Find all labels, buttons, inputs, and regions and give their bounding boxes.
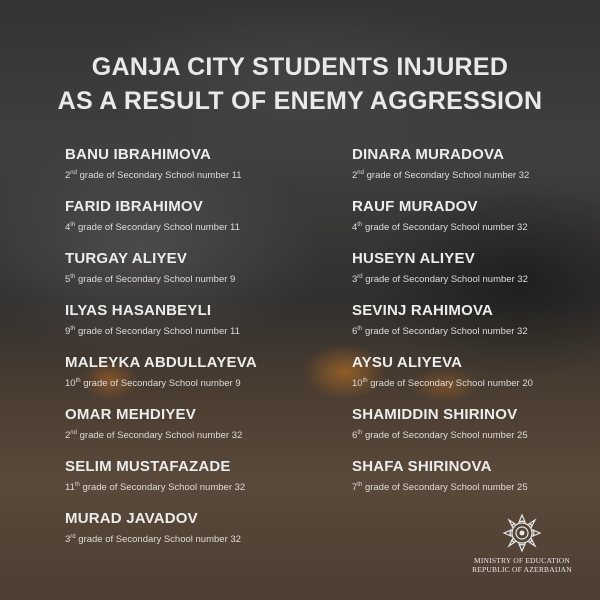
student-name: MALEYKA ABDULLAYEVA bbox=[65, 354, 257, 371]
student-detail: 7th grade of Secondary School number 25 bbox=[352, 482, 528, 493]
student-detail: 4th grade of Secondary School number 32 bbox=[352, 222, 528, 233]
student-entry bbox=[352, 146, 533, 198]
ministry-name bbox=[462, 556, 582, 574]
student-name: AYSU ALIYEVA bbox=[352, 354, 463, 371]
student-detail: 5th grade of Secondary School number 9 bbox=[65, 274, 236, 285]
student-entry bbox=[352, 406, 533, 458]
student-entry bbox=[352, 198, 533, 250]
student-detail: 3rd grade of Secondary School number 32 bbox=[65, 534, 241, 545]
student-detail: 2nd grade of Secondary School number 32 bbox=[352, 170, 530, 181]
student-detail: 11th grade of Secondary School number 32 bbox=[65, 482, 246, 493]
student-entry bbox=[352, 354, 533, 406]
student-entry bbox=[65, 198, 257, 250]
student-name: BANU IBRAHIMOVA bbox=[65, 146, 212, 163]
ministry-emblem-icon bbox=[502, 513, 542, 553]
title-line-1: GANJA CITY STUDENTS INJURED bbox=[91, 53, 509, 81]
student-entry bbox=[65, 302, 257, 354]
student-entry bbox=[65, 458, 257, 510]
page-title bbox=[0, 50, 600, 118]
title-line-2: AS A RESULT OF ENEMY AGGRESSION bbox=[57, 87, 543, 115]
student-detail: 9th grade of Secondary School number 11 bbox=[65, 326, 240, 337]
student-name: TURGAY ALIYEV bbox=[65, 250, 188, 267]
student-name: DINARA MURADOVA bbox=[352, 146, 505, 163]
student-name: FARID IBRAHIMOV bbox=[65, 198, 203, 215]
ministry-line-1: MINISTRY OF EDUCATION bbox=[473, 556, 570, 565]
student-name: SHAFA SHIRINOVA bbox=[352, 458, 492, 475]
student-entry bbox=[352, 250, 533, 302]
student-entry bbox=[352, 302, 533, 354]
student-name: ILYAS HASANBEYLI bbox=[65, 302, 212, 319]
student-entry bbox=[65, 146, 257, 198]
student-entry bbox=[352, 458, 533, 510]
student-detail: 4th grade of Secondary School number 11 bbox=[65, 222, 240, 233]
student-entry bbox=[65, 406, 257, 458]
student-name: MURAD JAVADOV bbox=[65, 510, 198, 527]
student-name: OMAR MEHDIYEV bbox=[65, 406, 196, 423]
student-entry bbox=[65, 510, 257, 562]
student-name: RAUF MURADOV bbox=[352, 198, 478, 215]
student-detail: 10th grade of Secondary School number 9 bbox=[65, 378, 241, 389]
student-detail: 2nd grade of Secondary School number 11 bbox=[65, 170, 242, 181]
ministry-logo bbox=[462, 513, 582, 574]
student-detail: 3rd grade of Secondary School number 32 bbox=[352, 274, 528, 285]
right-column bbox=[352, 146, 533, 510]
student-detail: 6th grade of Secondary School number 25 bbox=[352, 430, 528, 441]
student-name: HUSEYN ALIYEV bbox=[352, 250, 475, 267]
student-entry bbox=[65, 354, 257, 406]
student-name: SHAMIDDIN SHIRINOV bbox=[352, 406, 518, 423]
student-name: SEVINJ RAHIMOVA bbox=[352, 302, 494, 319]
student-name: SELIM MUSTAFAZADE bbox=[65, 458, 231, 475]
student-detail: 10th grade of Secondary School number 20 bbox=[352, 378, 533, 389]
left-column bbox=[65, 146, 257, 562]
student-entry bbox=[65, 250, 257, 302]
ministry-line-2: REPUBLIC OF AZERBAIJAN bbox=[472, 565, 572, 574]
student-detail: 2nd grade of Secondary School number 32 bbox=[65, 430, 243, 441]
student-detail: 6th grade of Secondary School number 32 bbox=[352, 326, 528, 337]
